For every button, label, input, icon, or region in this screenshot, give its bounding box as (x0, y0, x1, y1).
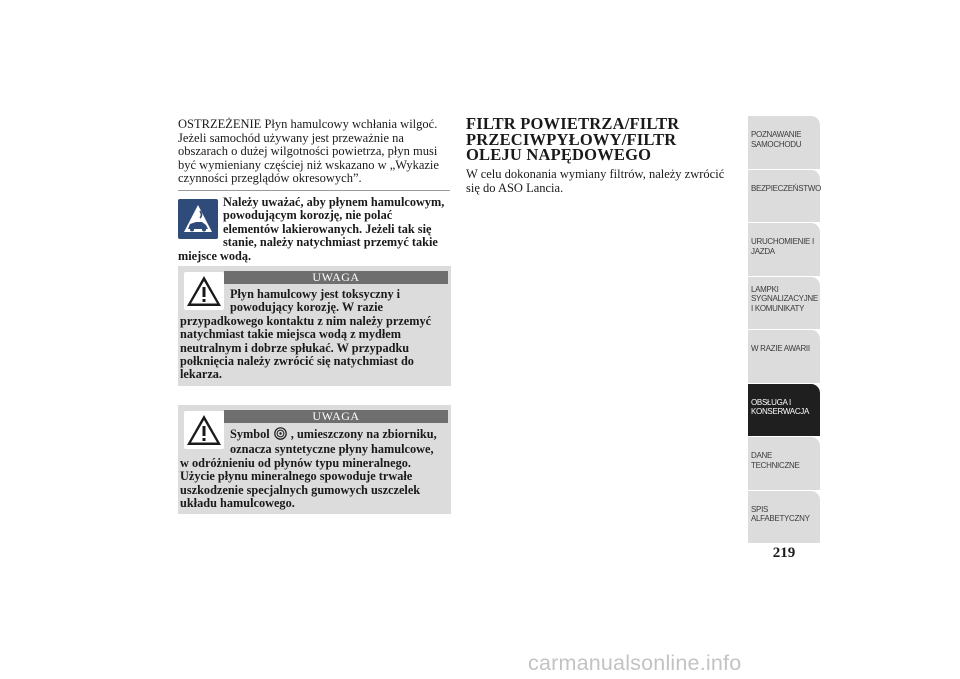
tab-label: URUCHOMIENIE I JAZDA (751, 237, 814, 256)
tab-uruchomienie-i-jazda[interactable] (748, 223, 820, 276)
watermark: carmanualsonline.info (528, 651, 742, 675)
tab-obsluga-i-konserwacja[interactable] (748, 384, 820, 437)
tab-label: LAMPKI SYGNALIZACYJNE I KOMUNIKATY (751, 284, 818, 313)
warning-box-text-start: Symbol (230, 427, 270, 441)
tab-lampki-sygnalizacyjne[interactable] (748, 277, 820, 330)
warning-box-header: UWAGA (224, 271, 448, 284)
caution-block (178, 196, 450, 263)
tab-label: W RAZIE AWARII (751, 344, 810, 353)
tab-label: SPIS ALFABETYCZNY (751, 504, 810, 523)
warning-triangle-icon (184, 411, 224, 449)
tab-label: DANE TECHNICZNE (751, 451, 800, 470)
car-paint-caution-icon (178, 199, 218, 239)
warning-box-text-rest: , umieszczony na zbiorniku, oznacza syntetyczne płyny hamulcowe, w odróżnieniu od płynów typu mineralnego. Użycie płynu mineralnego spowoduje trwałe uszkodzenie specjalnych gumowych uszczelek układu hamulcowego. (180, 427, 437, 511)
warning-box-text: Płyn hamulcowy jest toksyczny i powodujący korozję. W razie przypadkowego kontaktu z nim należy przemyć natychmiast takie miejsca wodą z mydłem neutralnym i dobrze spłukać. W przypadku połknięcia należy zwrócić się natychmiast do lekarza. (180, 287, 432, 382)
warning-note-paragraph: OSTRZEŻENIE Płyn hamulcowy wchłania wilgoć. Jeżeli samochód używany jest przeważnie na obszarach o dużej wilgotności powietrza, płyn musi być wymieniany częściej niż wskazano w „Wykazie czynności przeglądów okresowych”. (178, 117, 439, 186)
tab-label: POZNAWANIE SAMOCHODU (751, 130, 802, 149)
warning-box-body (178, 423, 451, 510)
warning-box-toxic (178, 266, 451, 386)
tab-label: OBSŁUGA I KONSERWACJA (751, 397, 810, 416)
tab-poznawanie-samochodu[interactable] (748, 116, 820, 169)
warning-box-body (178, 284, 451, 382)
synthetic-fluid-symbol-icon (274, 427, 287, 443)
caution-text: Należy uważać, aby płynem hamulcowym, powodującym korozję, nie polać elementów lakierowanych. Jeżeli tak się stanie, należy natychmiast przemyć takie miejsce wodą. (178, 195, 445, 263)
chapter-tabs (748, 116, 820, 544)
section-body: W celu dokonania wymiany filtrów, należy zwrócić się do ASO Lancia. (466, 167, 725, 195)
warning-triangle-icon (184, 272, 224, 310)
tab-spis-alfabetyczny[interactable] (748, 491, 820, 544)
tab-dane-techniczne[interactable] (748, 437, 820, 490)
separator (178, 190, 450, 191)
tab-bezpieczenstwo[interactable] (748, 170, 820, 223)
warning-box-synthetic (178, 405, 451, 514)
tab-label: BEZPIECZEŃSTWO (751, 183, 822, 193)
page-number: 219 (772, 545, 796, 561)
warning-box-header: UWAGA (224, 410, 448, 423)
tab-w-razie-awarii[interactable] (748, 330, 820, 383)
section-title: FILTR POWIETRZA/FILTR PRZECIWPYŁOWY/FILTR OLEJU NAPĘDOWEGO (466, 114, 680, 165)
